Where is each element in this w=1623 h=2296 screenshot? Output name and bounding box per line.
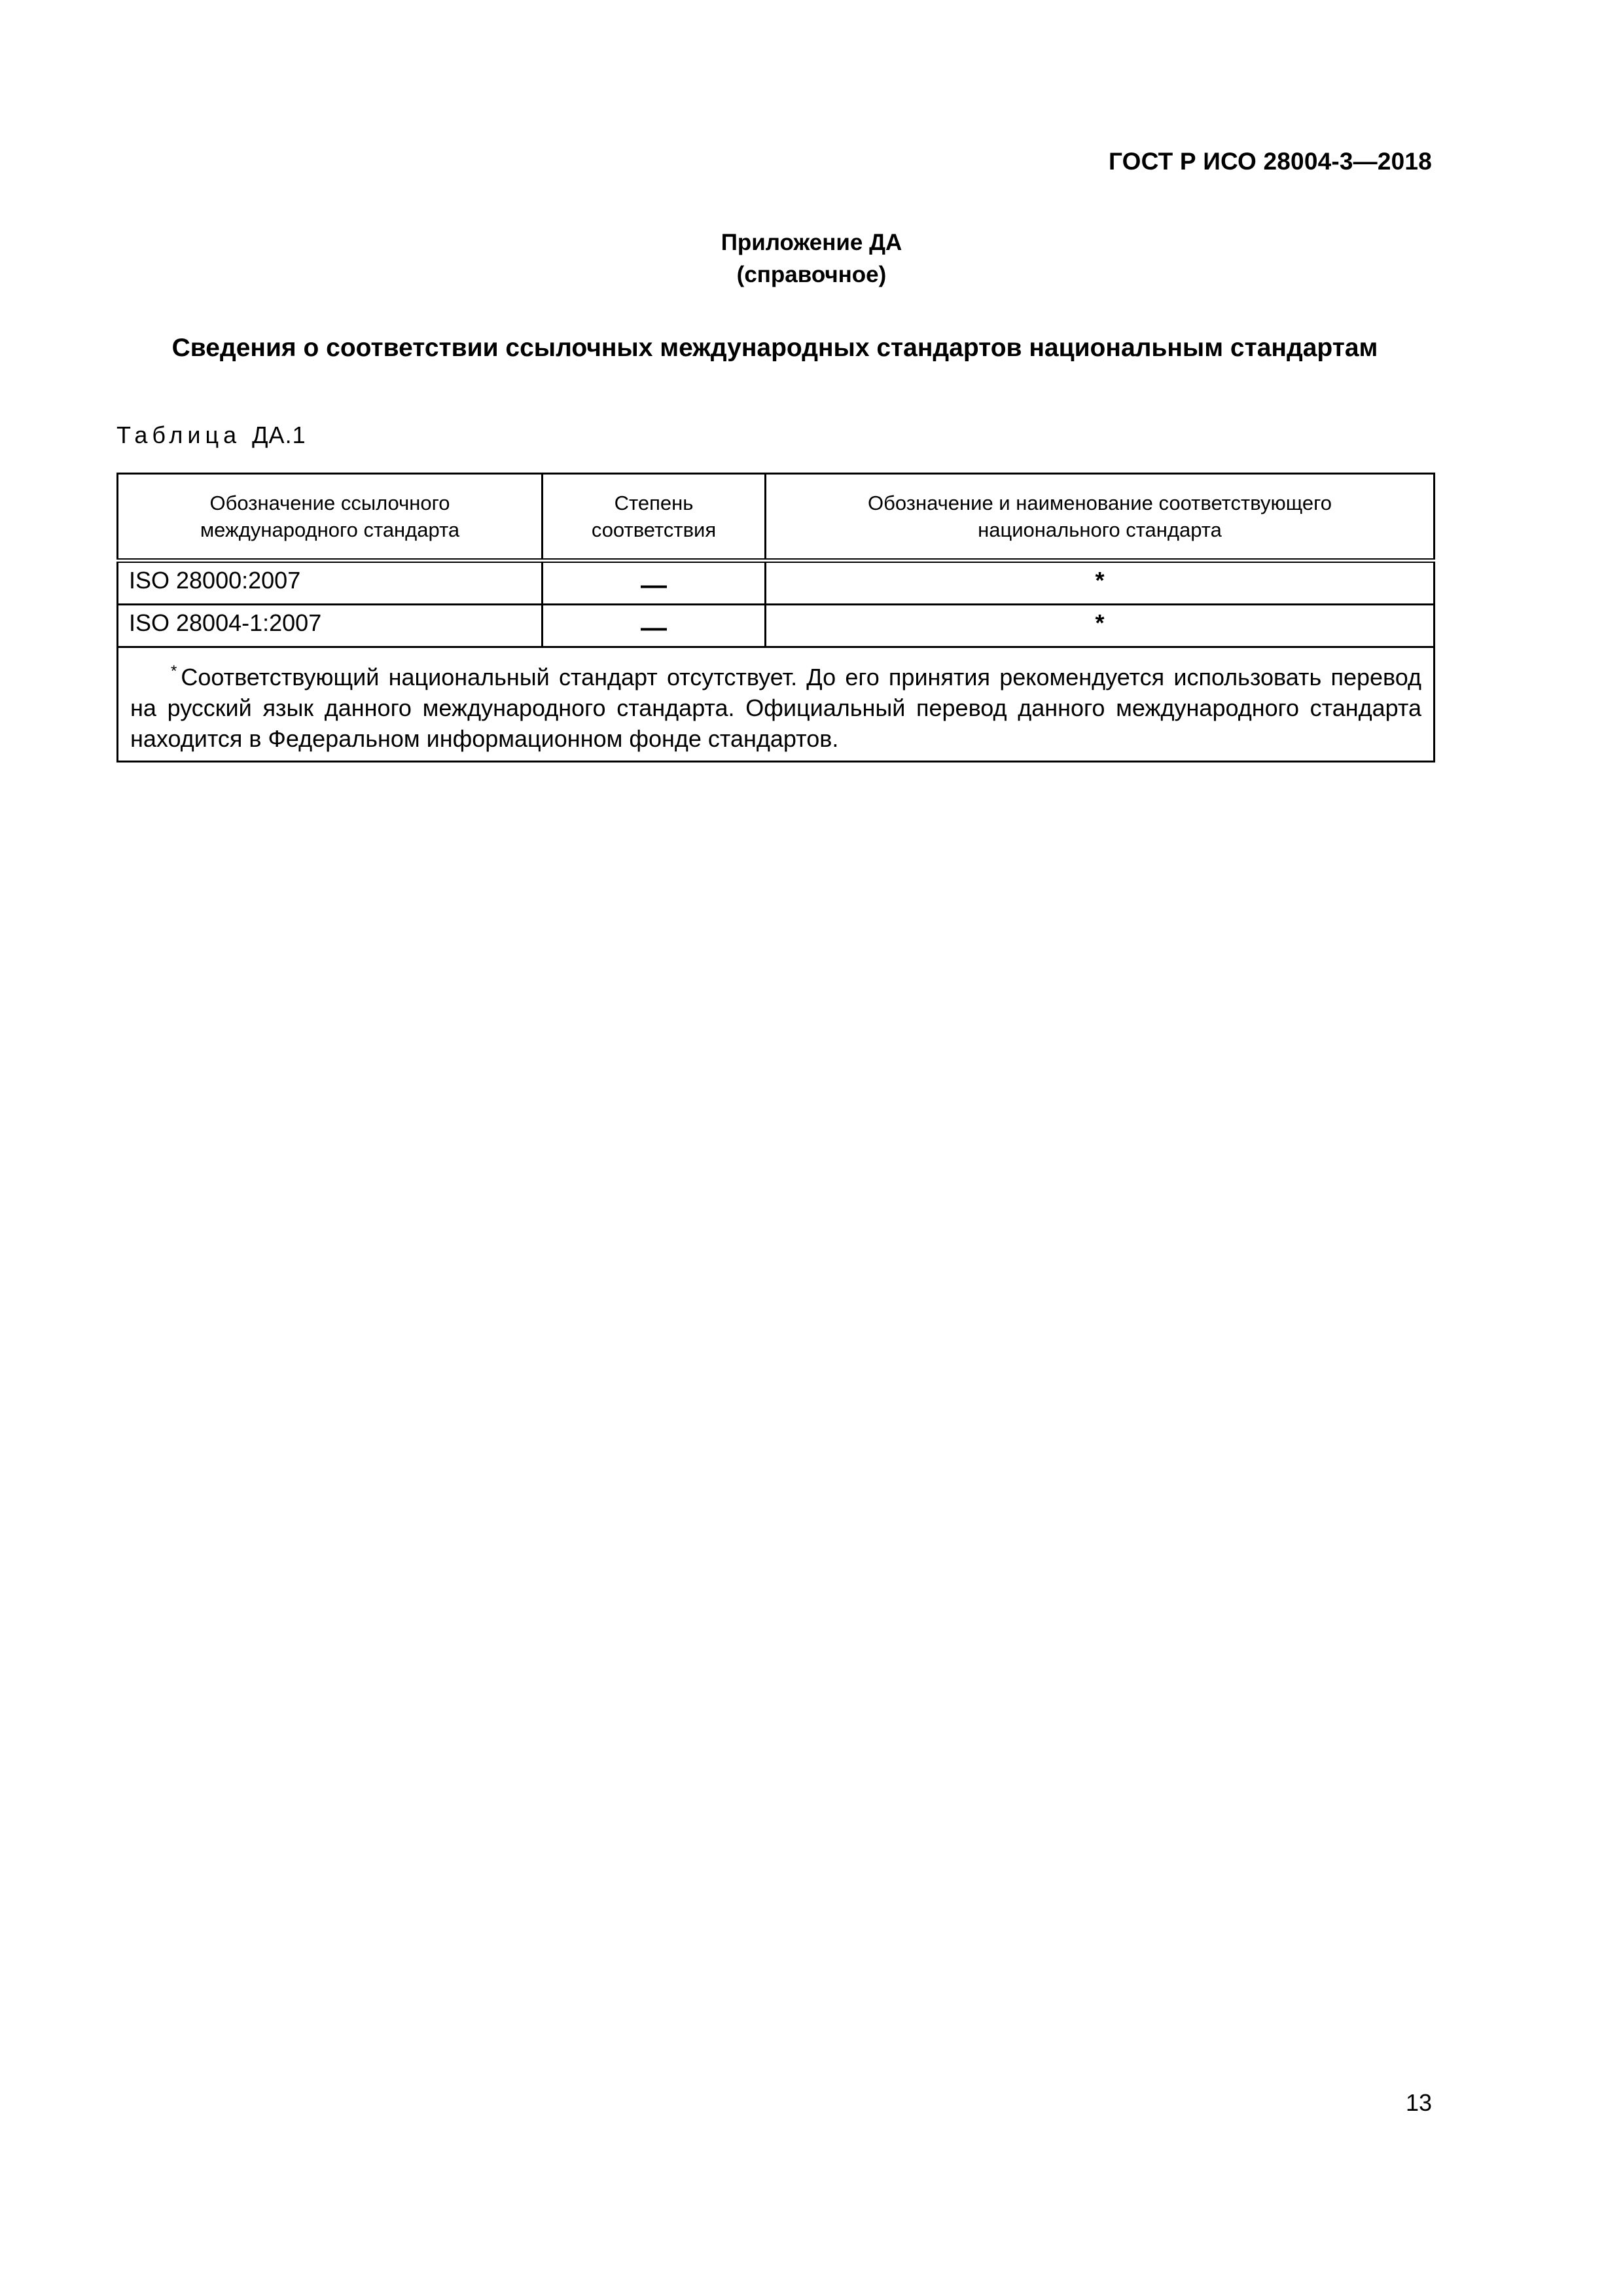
table-footnote [118,647,1435,762]
cell-degree [543,561,766,605]
table-row [118,605,1435,647]
annex-heading [0,226,1623,291]
header-degree-of-correspondence: Степень соответствия [543,474,766,561]
table-caption-number: ДА.1 [252,422,306,448]
dash-mark: — [641,613,667,642]
page-number: 13 [1405,2089,1432,2116]
cell-international-standard: ISO 28004-1:2007 [118,605,543,647]
table-note-row [118,647,1435,762]
cell-degree [543,605,766,647]
table-caption [116,422,306,449]
cell-national-standard [766,561,1435,605]
footnote-marker: * [171,662,177,680]
header-international-standard: Обозначение ссылочного международного стандарта [118,474,543,561]
footnote-reference: * [1095,609,1105,636]
table-row [118,561,1435,605]
footnote-text: Соответствующий национальный стандарт отсутствует. До его принятия рекомендуется использовать перевод на русский язык данного международного стандарта. Официальный перевод данного международного стандарта находится в Федеральном информационном фонде стандартов. [130,664,1421,752]
correspondence-table [116,473,1435,762]
annex-title: Приложение ДА [721,230,902,255]
cell-international-standard: ISO 28000:2007 [118,561,543,605]
document-code: ГОСТ Р ИСО 28004-3—2018 [1108,148,1432,175]
cell-national-standard [766,605,1435,647]
table-header-row [118,474,1435,561]
dash-mark: — [641,571,667,600]
table-caption-word: Таблица [116,422,241,448]
footnote-reference: * [1095,567,1105,594]
header-national-standard: Обозначение и наименование соответствующего национального стандарта [766,474,1435,561]
annex-kind: (справочное) [736,262,887,287]
section-title: Сведения о соответствии ссылочных международных стандартов национальным стандартам [171,334,1378,362]
